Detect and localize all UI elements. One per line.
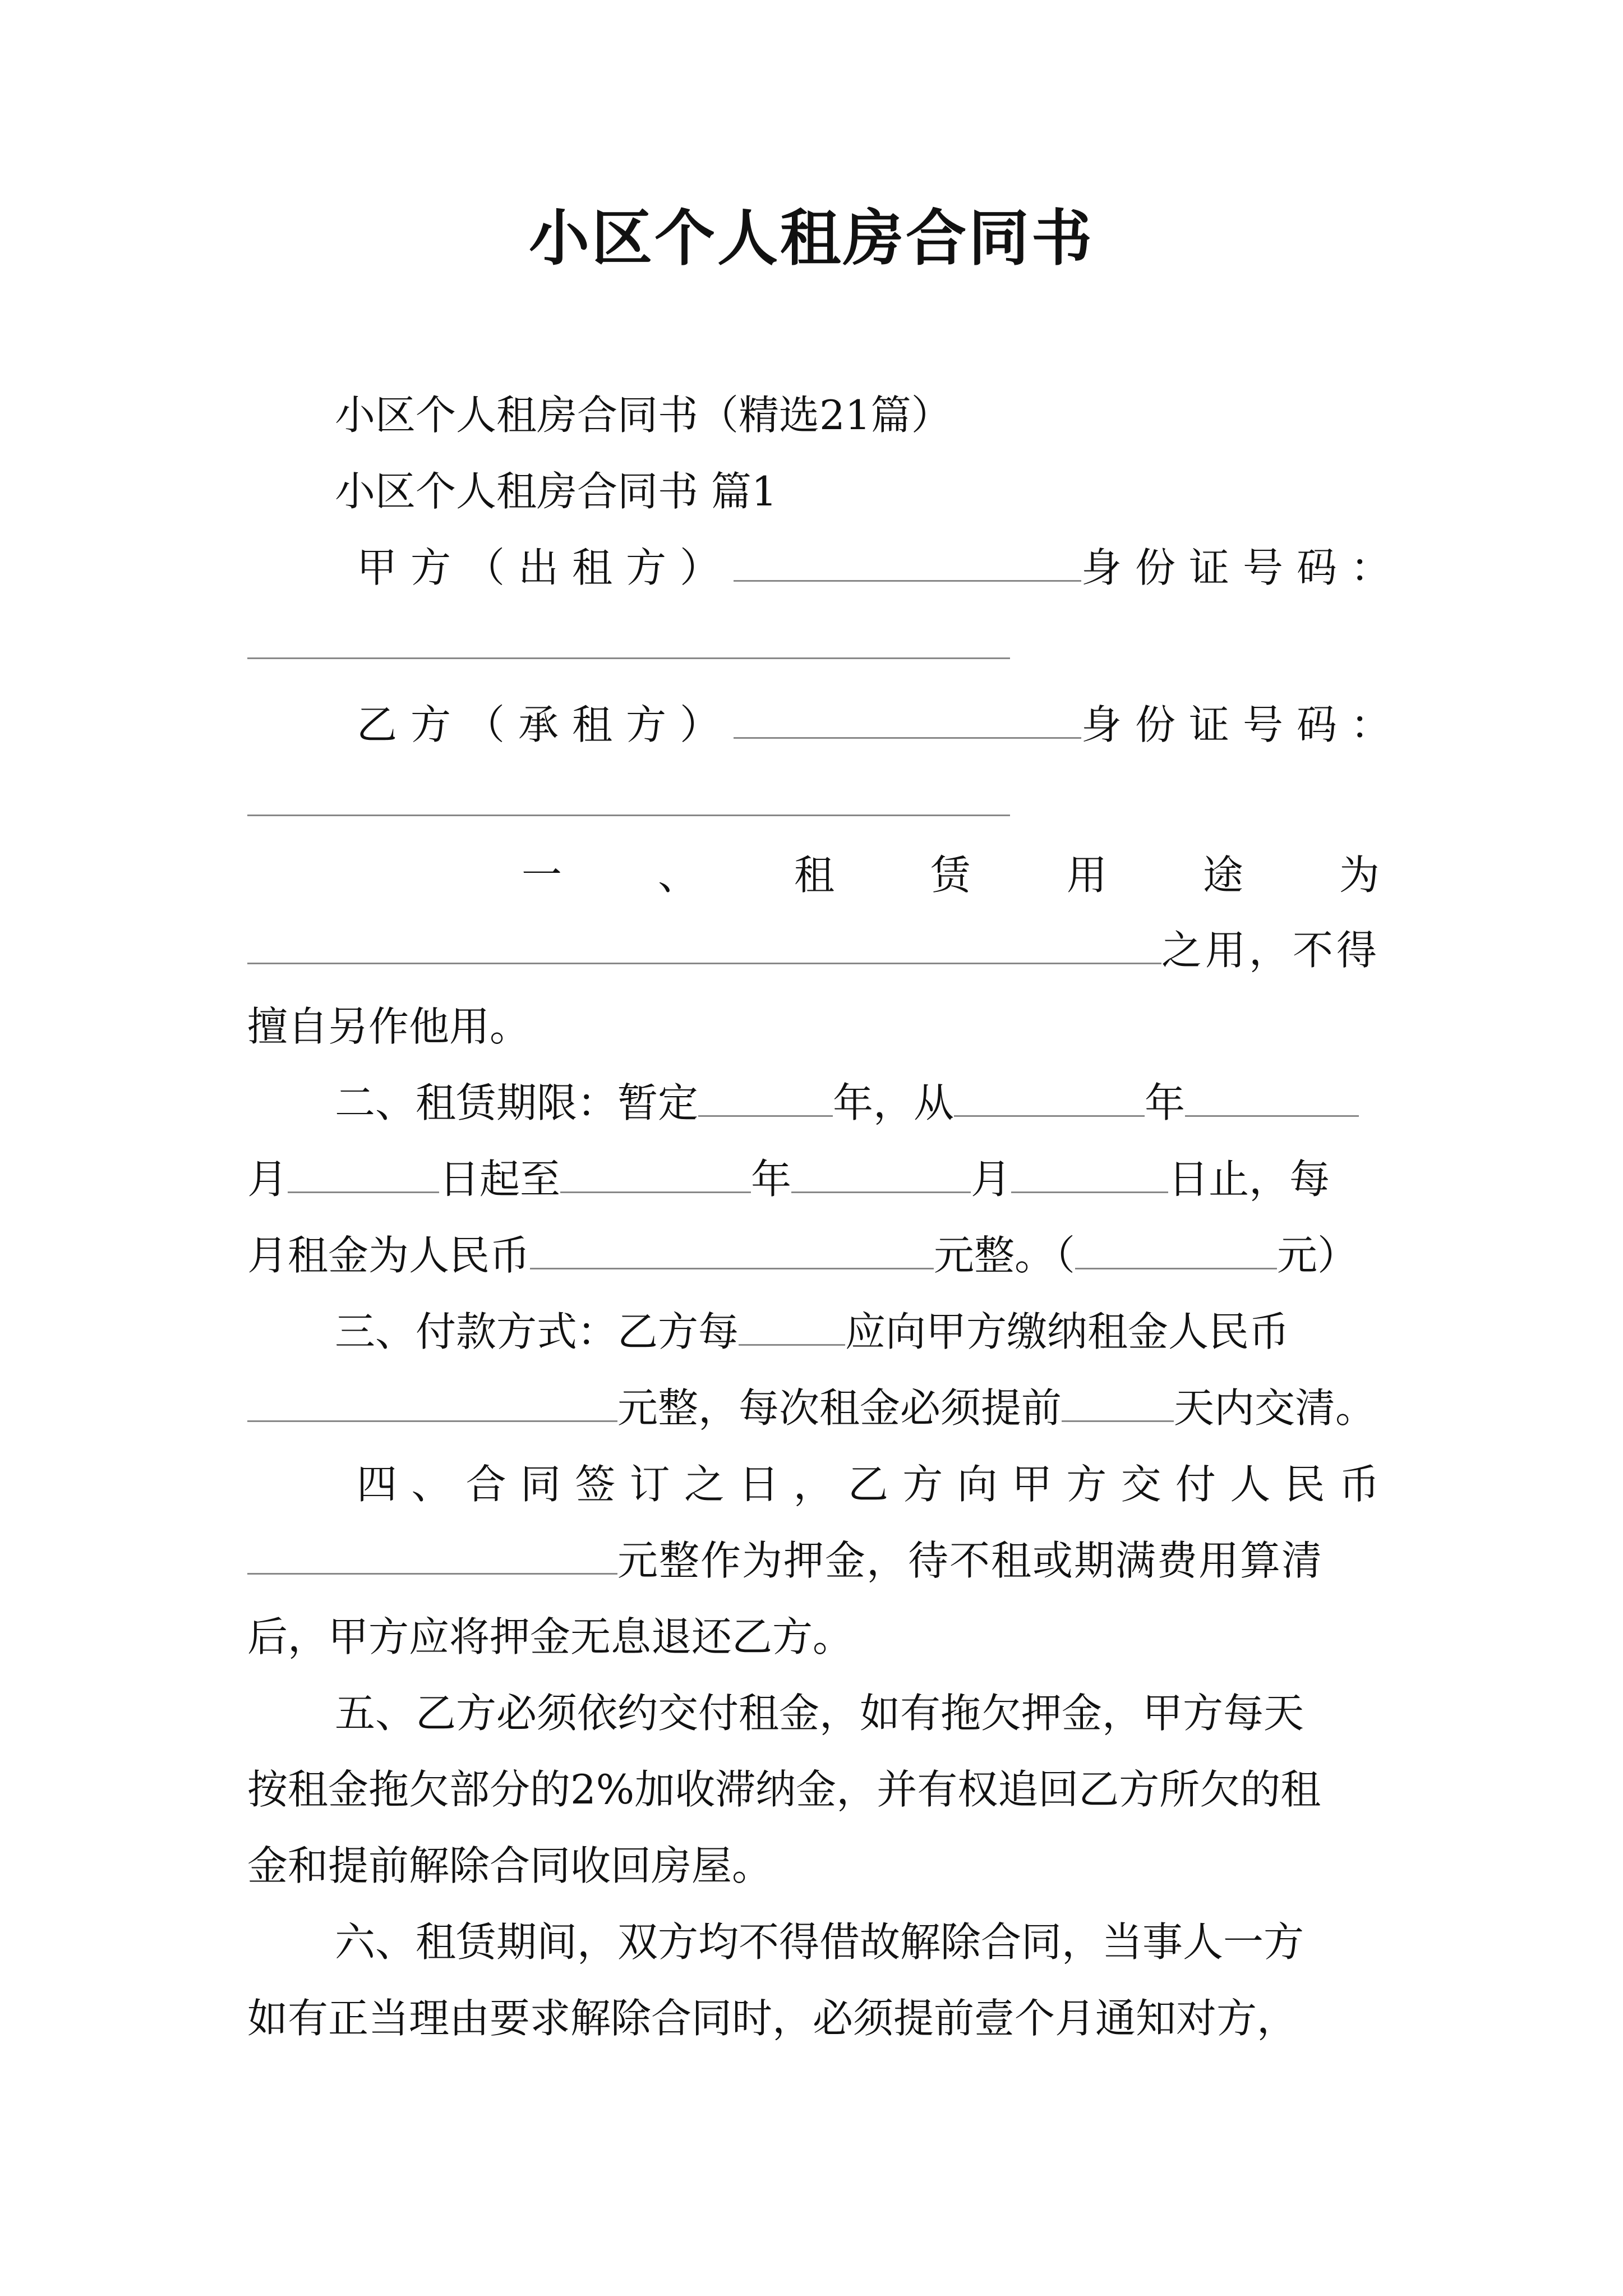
party-a-id-label: 身份证号码：: [1081, 544, 1405, 591]
clause2-rent-close-label: 元）: [1277, 1232, 1358, 1279]
clause5-line2: 按租金拖欠部分的2%加收滞纳金，并有权追回乙方所欠的租: [247, 1766, 1321, 1813]
clause2-start-month-blank: [1185, 1076, 1359, 1117]
party-a-label: 甲方（出租方）: [357, 544, 734, 591]
clause2-term-label: 二、租赁期限：暂定: [335, 1079, 699, 1126]
clause1-purpose-blank: [247, 923, 1161, 964]
party-a-id-blank: [247, 657, 1010, 659]
clause1-line2: [247, 922, 1380, 978]
document-subtitle: 小区个人租房合同书（精选21篇）: [335, 392, 952, 439]
clause2-end-month-blank: [791, 1152, 971, 1193]
clause3-line1: [335, 1304, 1289, 1360]
clause4-line3: 后，甲方应将押金无息退还乙方。: [247, 1613, 854, 1660]
clause3-days-label: 天内交清。: [1174, 1384, 1376, 1432]
clause5-line1: 五、乙方必须依约交付租金，如有拖欠押金，甲方每天: [335, 1690, 1304, 1737]
clause2-rent-words-blank: [530, 1228, 934, 1269]
clause5-line3: 金和提前解除合同收回房屋。: [247, 1842, 773, 1889]
clause2-end-year-blank: [560, 1152, 751, 1193]
clause1-char: 赁: [930, 852, 971, 899]
clause2-year-label: 年: [1145, 1079, 1186, 1126]
clause4-char: 民: [1284, 1461, 1325, 1508]
clause2-end-day-blank: [1011, 1152, 1168, 1193]
clause2-until-label: 日起至: [439, 1156, 561, 1203]
clause4-char: ，: [793, 1461, 834, 1508]
clause4-deposit-blank: [247, 1534, 617, 1575]
clause3-days-blank: [1062, 1381, 1174, 1422]
clause2-month-label: 月: [247, 1156, 288, 1203]
clause1-char: 、: [657, 852, 698, 899]
clause1-char: 一: [522, 852, 562, 899]
clause4-char: 订: [629, 1461, 670, 1508]
party-b-id-label: 身份证号码：: [1081, 701, 1405, 748]
clause1-tail: 之用，不得: [1161, 927, 1381, 974]
clause2-end-month-label: 月: [971, 1156, 1012, 1203]
clause4-char: 乙: [847, 1461, 888, 1508]
clause3-period-blank: [739, 1305, 845, 1346]
clause4-char: 四: [357, 1461, 398, 1508]
clause1-char: 为: [1339, 852, 1380, 899]
clause4-char: 方: [902, 1461, 943, 1508]
clause3-pay-amount-label: 应向甲方缴纳租金人民币: [845, 1308, 1290, 1355]
clause4-line1: [357, 1456, 1380, 1512]
clause2-end-label: 日止，每: [1168, 1156, 1330, 1203]
clause2-line2: [247, 1151, 1330, 1207]
clause4-char: 同: [520, 1461, 561, 1508]
clause4-char: 向: [957, 1461, 998, 1508]
document-title: 小区个人租房合同书: [528, 203, 1094, 274]
clause3-line2: [247, 1380, 1376, 1436]
clause2-from-label: 年，从: [833, 1079, 955, 1126]
clause1-char: 途: [1202, 852, 1243, 899]
clause3-advance-label: 元整，每次租金必须提前: [617, 1384, 1062, 1432]
clause2-end-year-label: 年: [751, 1156, 792, 1203]
clause4-char: 、: [411, 1461, 452, 1508]
party-a-name-blank: [734, 541, 1081, 582]
clause4-char: 付: [1175, 1461, 1216, 1508]
clause2-years-blank: [698, 1076, 833, 1117]
clause4-char: 合: [465, 1461, 506, 1508]
clause2-line1: [335, 1075, 1359, 1131]
clause4-char: 甲: [1011, 1461, 1052, 1508]
clause3-payment-label: 三、付款方式：乙方每: [335, 1308, 739, 1355]
clause1-line3: 擅自另作他用。: [247, 1003, 531, 1050]
clause2-start-day-blank: [288, 1152, 439, 1193]
clause4-char: 签: [575, 1461, 616, 1508]
party-b-line: [357, 697, 1404, 753]
clause4-char: 之: [684, 1461, 725, 1508]
clause1-char: 用: [1066, 852, 1107, 899]
clause1-line1: [522, 847, 1380, 903]
clause2-rent-figure-blank: [1075, 1228, 1277, 1269]
clause4-char: 人: [1230, 1461, 1271, 1508]
clause6-line1: 六、租赁期间，双方均不得借故解除合同，当事人一方: [335, 1918, 1304, 1966]
clause6-line2: 如有正当理由要求解除合同时，必须提前壹个月通知对方，: [247, 1995, 1298, 2042]
clause2-rent-label: 月租金为人民币: [247, 1232, 531, 1279]
clause4-char: 交: [1121, 1461, 1161, 1508]
clause2-start-year-blank: [954, 1076, 1145, 1117]
clause2-line3: [247, 1227, 1358, 1283]
clause1-char: 租: [794, 852, 834, 899]
party-b-name-blank: [734, 698, 1081, 739]
clause4-char: 币: [1339, 1461, 1380, 1508]
clause4-deposit-text: 元整作为押金，待不租或期满费用算清: [617, 1537, 1324, 1584]
clause3-amount-blank: [247, 1381, 617, 1422]
clause4-char: 方: [1066, 1461, 1107, 1508]
section-heading: 小区个人租房合同书 篇1: [335, 468, 777, 515]
clause2-rent-unit-label: 元整。（: [934, 1232, 1076, 1279]
clause4-line2: [247, 1533, 1323, 1589]
clause4-char: 日: [739, 1461, 780, 1508]
party-a-line: [357, 540, 1404, 596]
party-b-label: 乙方（承租方）: [357, 701, 734, 748]
party-b-id-blank: [247, 815, 1010, 816]
